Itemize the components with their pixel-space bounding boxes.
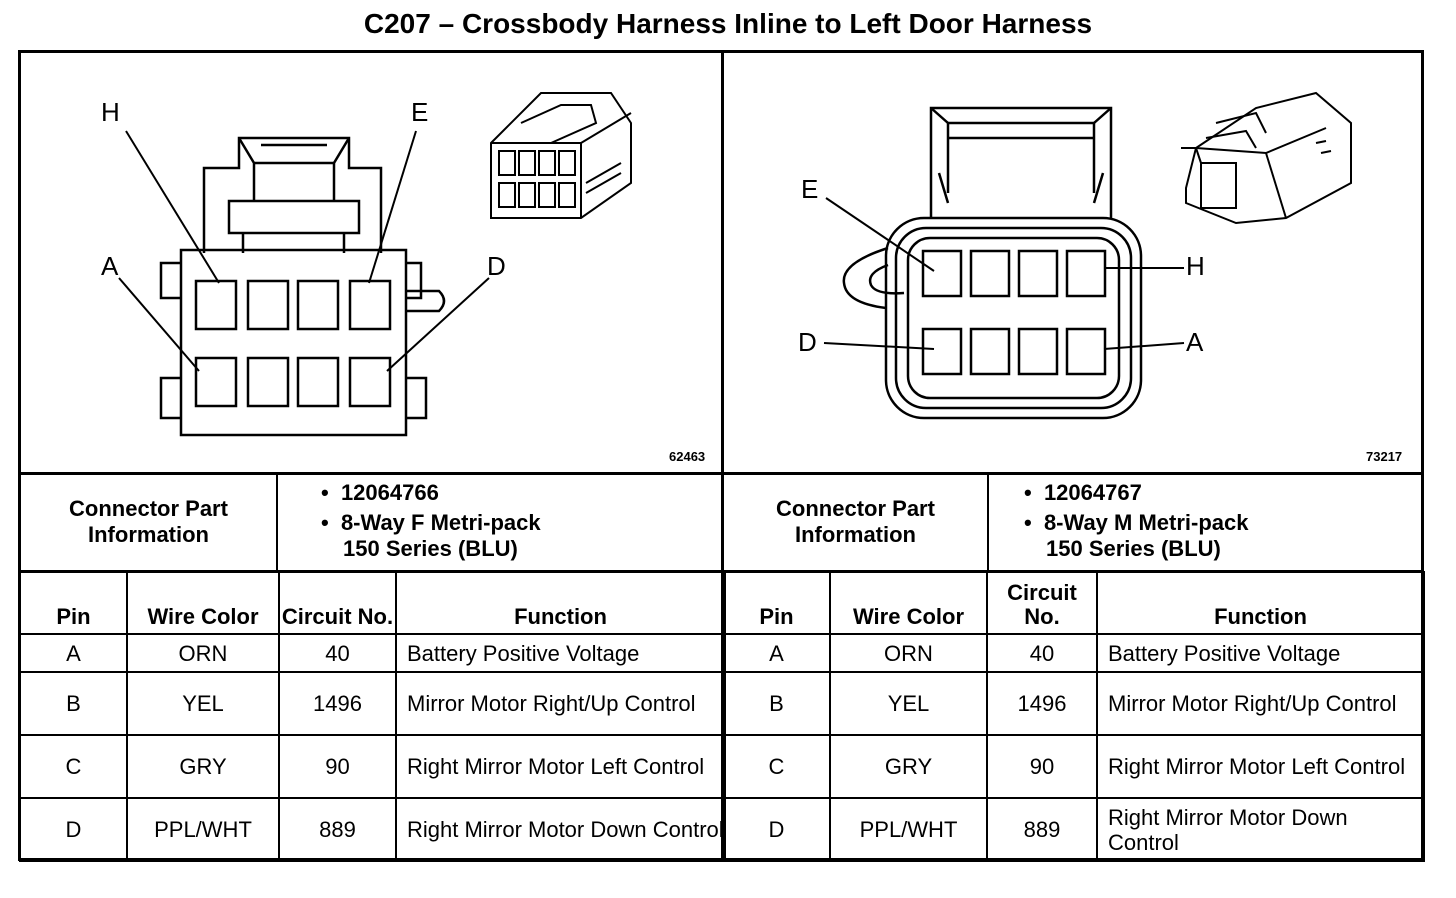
connector-part-info-label: Connector Part Information: [776, 496, 935, 547]
function-cell: Battery Positive Voltage: [396, 634, 725, 672]
pin-cell: D: [723, 798, 830, 861]
connector-sheet: [18, 50, 1424, 861]
pin-label-e: E: [411, 97, 429, 127]
right-connector-drawing: [726, 53, 1421, 473]
pin-label-d: D: [798, 327, 817, 357]
pin-cell: D: [20, 798, 127, 861]
pin-cell: C: [723, 735, 830, 798]
pin-label-d: D: [487, 251, 506, 281]
pin-cell: A: [20, 634, 127, 672]
wire-color-cell: ORN: [127, 634, 279, 672]
pin-header: Pin: [723, 572, 830, 634]
pin-label-a: A: [1186, 327, 1204, 357]
connector-type: 8-Way F Metri-pack: [340, 510, 541, 535]
table-row: [20, 798, 725, 861]
pin-label-a: A: [101, 251, 119, 281]
table-row: [20, 672, 725, 735]
connector-type: 8-Way M Metri-pack: [1043, 510, 1249, 535]
function-cell: Mirror Motor Right/Up Control: [396, 672, 725, 735]
circuit-header: Circuit No.: [279, 572, 396, 634]
wire-color-header: Wire Color: [830, 572, 987, 634]
table-row: [723, 735, 1424, 798]
function-cell: Right Mirror Motor Down Control: [1097, 798, 1424, 861]
pin-label-h: H: [1186, 251, 1205, 281]
circuit-cell: 889: [987, 798, 1097, 861]
circuit-cell: 889: [279, 798, 396, 861]
table-row: [723, 672, 1424, 735]
page-title: C207 – Crossbody Harness Inline to Left Door Harness: [363, 8, 1093, 39]
male-connector-face-svg: [726, 53, 1421, 473]
info-cell-divider: [276, 473, 278, 571]
circuit-cell: 40: [987, 634, 1097, 672]
pin-cell: A: [723, 634, 830, 672]
pin-header: Pin: [20, 572, 127, 634]
pin-label-h: H: [101, 97, 120, 127]
wire-color-cell: ORN: [830, 634, 987, 672]
wire-color-header: Wire Color: [127, 572, 279, 634]
left-connector-drawing: [21, 53, 723, 473]
wire-color-cell: YEL: [127, 672, 279, 735]
female-connector-face-svg: [21, 53, 723, 473]
pin-cell: B: [20, 672, 127, 735]
circuit-cell: 40: [279, 634, 396, 672]
part-number: 12064767: [1043, 480, 1142, 505]
table-row: [723, 798, 1424, 861]
connector-part-info: • 12064766 • 8-Way F Metri-pack 150 Series (BLU): [321, 478, 541, 564]
pin-label-e: E: [801, 174, 819, 204]
function-cell: Battery Positive Voltage: [1097, 634, 1424, 672]
info-cell-divider: [987, 473, 989, 571]
wire-color-cell: PPL/WHT: [127, 798, 279, 861]
figure-number: 62463: [669, 449, 706, 464]
connector-series: 150 Series (BLU): [343, 536, 518, 561]
function-cell: Right Mirror Motor Down Control: [396, 798, 725, 861]
circuit-header: Circuit No.: [987, 572, 1097, 634]
connector-series: 150 Series (BLU): [1046, 536, 1221, 561]
table-row: [20, 634, 725, 672]
circuit-cell: 90: [987, 735, 1097, 798]
part-number: 12064766: [340, 480, 439, 505]
circuit-cell: 90: [279, 735, 396, 798]
function-cell: Mirror Motor Right/Up Control: [1097, 672, 1424, 735]
table-row: [723, 634, 1424, 672]
circuit-cell: 1496: [279, 672, 396, 735]
pin-table-right: [722, 571, 1425, 862]
wire-color-cell: GRY: [127, 735, 279, 798]
table-row: [20, 735, 725, 798]
connector-part-info-label: Connector Part Information: [69, 496, 228, 547]
circuit-cell: 1496: [987, 672, 1097, 735]
wire-color-cell: GRY: [830, 735, 987, 798]
wire-color-cell: PPL/WHT: [830, 798, 987, 861]
pin-cell: B: [723, 672, 830, 735]
pin-cell: C: [20, 735, 127, 798]
function-cell: Right Mirror Motor Left Control: [1097, 735, 1424, 798]
function-cell: Right Mirror Motor Left Control: [396, 735, 725, 798]
pin-table-left: [19, 571, 726, 862]
connector-part-info: • 12064767 • 8-Way M Metri-pack 150 Series (BLU): [1024, 478, 1249, 564]
function-header: Function: [396, 572, 725, 634]
function-header: Function: [1097, 572, 1424, 634]
wire-color-cell: YEL: [830, 672, 987, 735]
figure-number: 73217: [1366, 449, 1403, 464]
drawing-divider: [21, 472, 1421, 475]
